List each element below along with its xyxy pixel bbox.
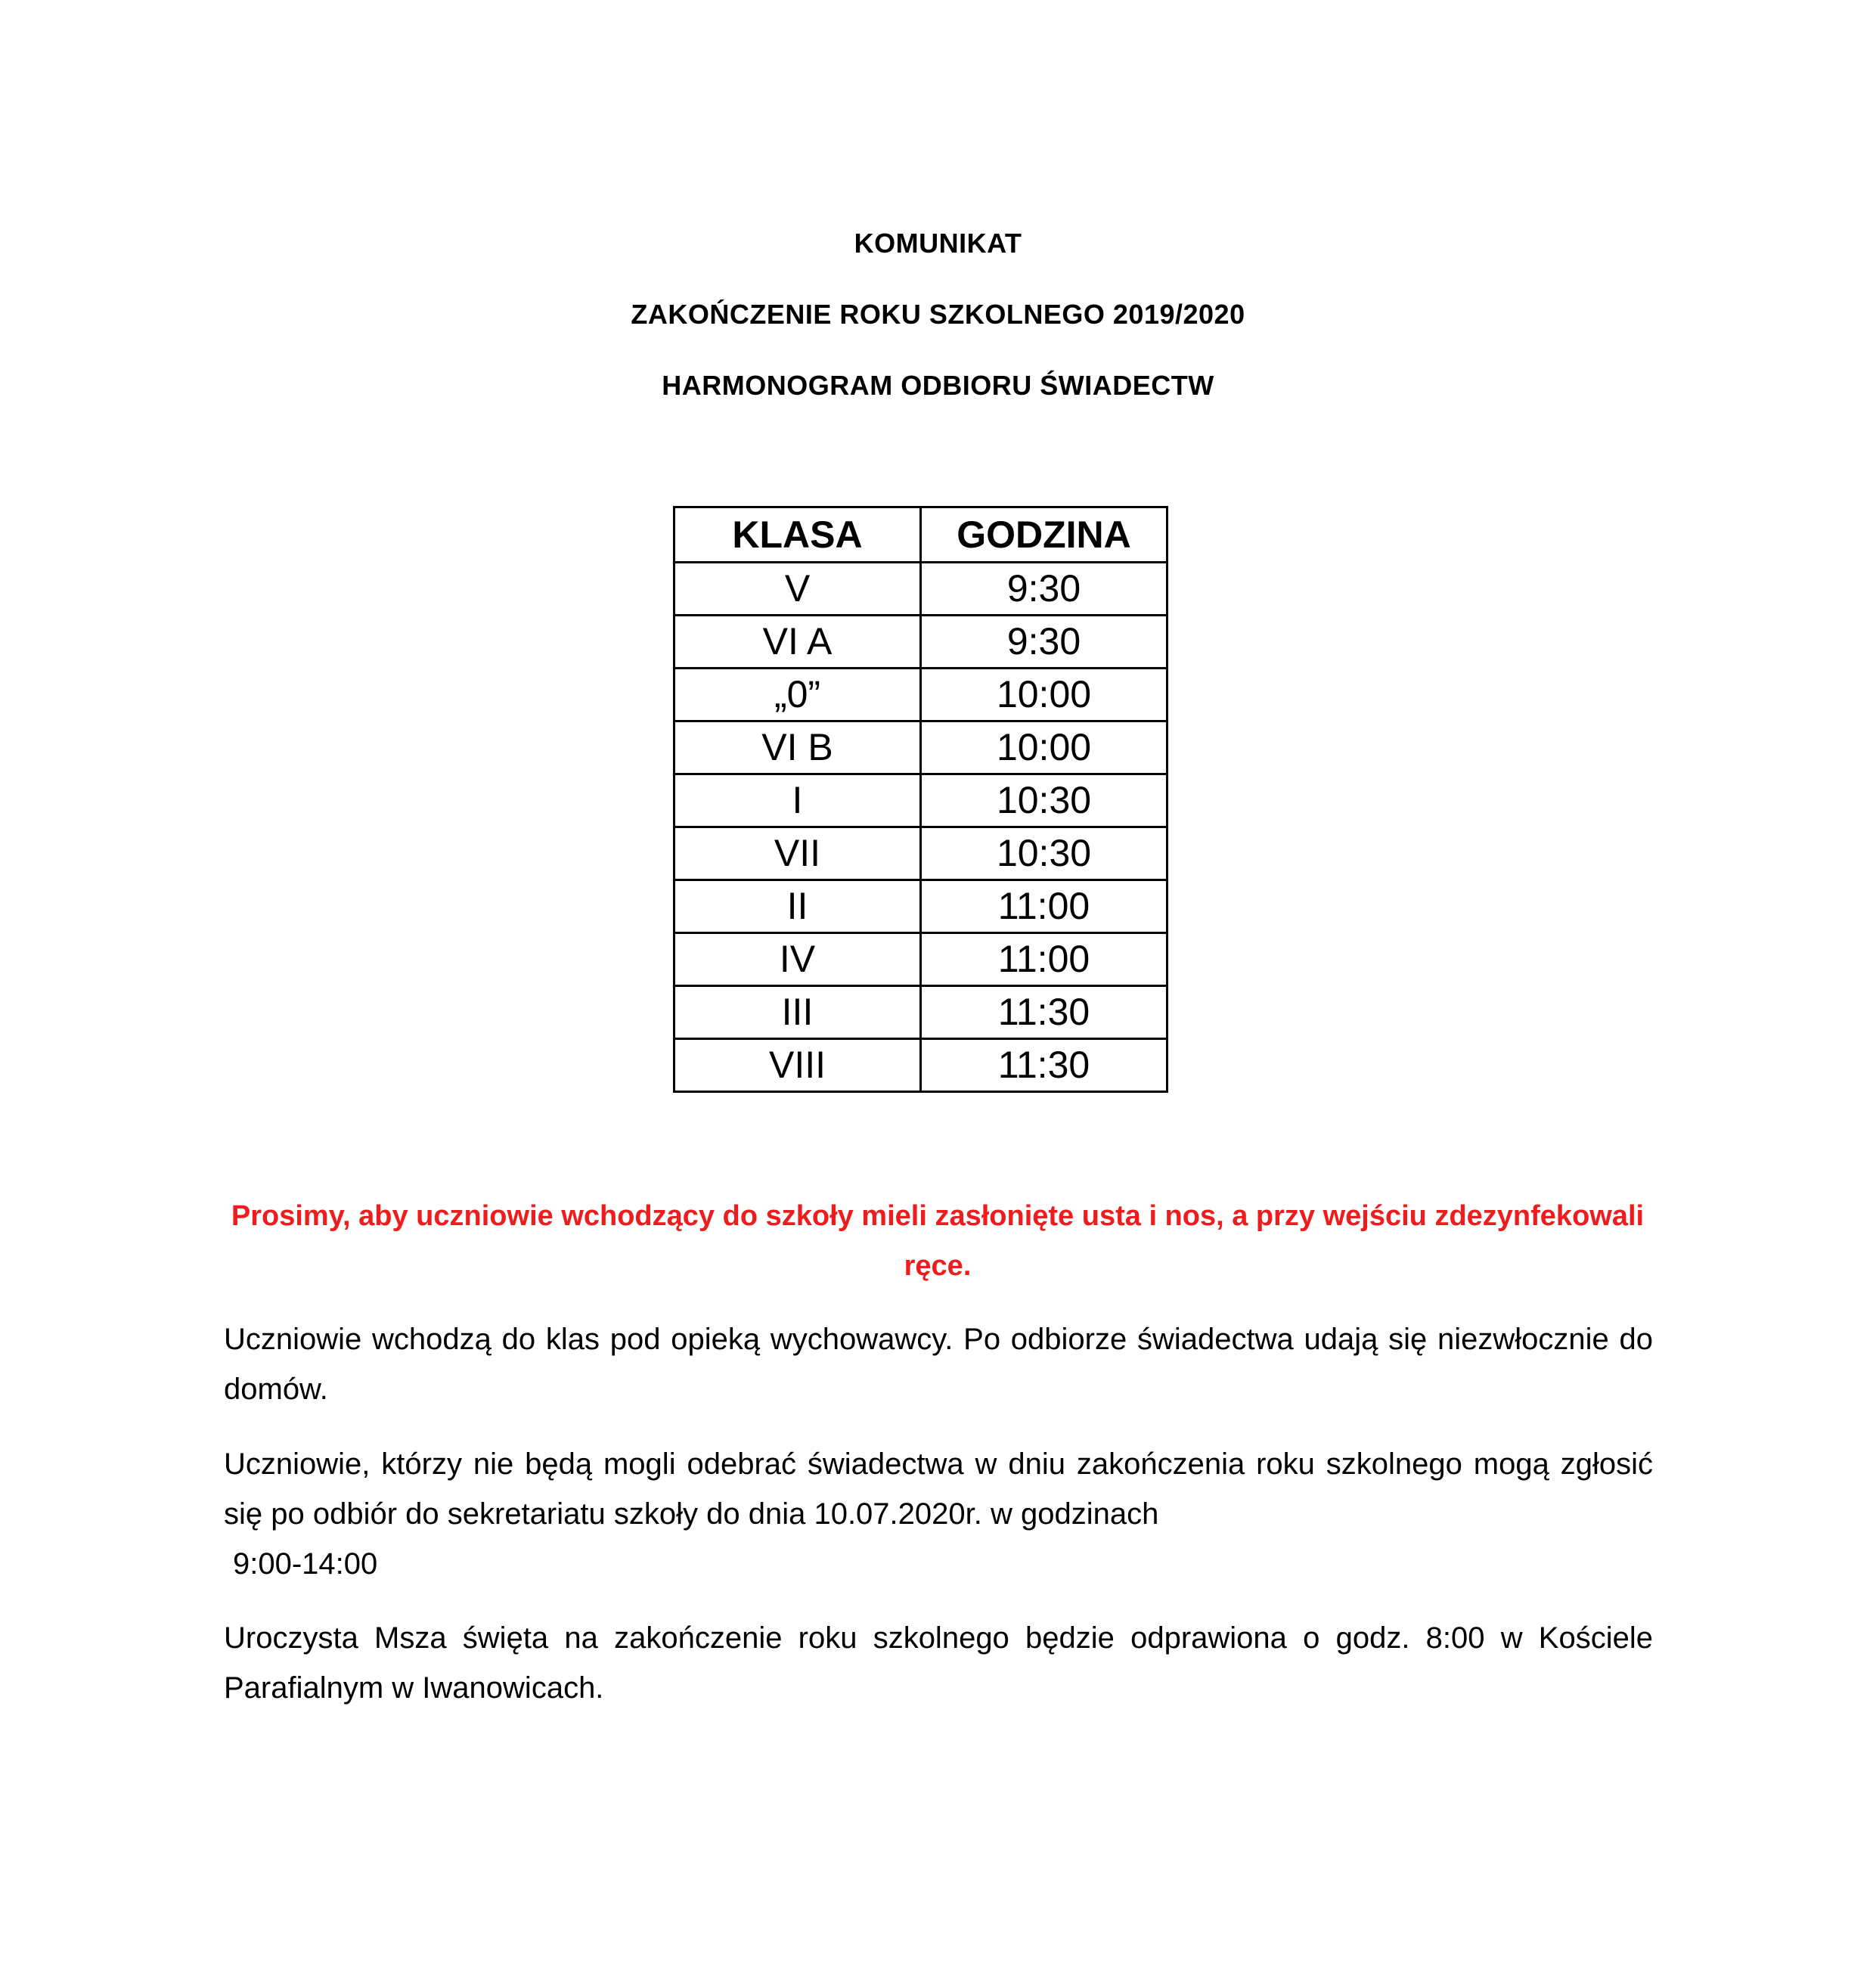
- time-cell: 10:30: [921, 774, 1167, 827]
- table-row: [674, 880, 1167, 933]
- table-row: [674, 933, 1167, 986]
- schedule-table: [673, 506, 1168, 1093]
- time-cell: 11:30: [921, 986, 1167, 1039]
- paragraph-late-pickup-text: Uczniowie, którzy nie będą mogli odebrać świadectwa w dniu zakończenia roku szkolnego mogą zgłosić się po odbiór do sekretariatu szkoły do dnia 10.07.2020r. w godzinach: [224, 1447, 1653, 1531]
- paragraph-class-entry: Uczniowie wchodzą do klas pod opieką wychowawcy. Po odbiorze świadectwa udają się niezwłocznie do domów.: [224, 1323, 1653, 1406]
- time-cell: 11:30: [921, 1039, 1167, 1092]
- class-cell: IV: [674, 933, 921, 986]
- paragraph-late-pickup: [224, 1439, 1653, 1589]
- class-cell: I: [674, 774, 921, 827]
- column-header-klasa: KLASA: [674, 507, 921, 563]
- class-cell: V: [674, 563, 921, 616]
- column-header-godzina: GODZINA: [921, 507, 1167, 563]
- class-cell: VII: [674, 827, 921, 880]
- table-row: [674, 616, 1167, 669]
- table-row: [674, 774, 1167, 827]
- time-cell: 10:00: [921, 721, 1167, 774]
- time-cell: 9:30: [921, 563, 1167, 616]
- class-cell: III: [674, 986, 921, 1039]
- paragraph-mass: Uroczysta Msza święta na zakończenie roku szkolnego będzie odprawiona o godz. 8:00 w Kościele Parafialnym w Iwanowicach.: [224, 1621, 1653, 1705]
- title-komunikat: KOMUNIKAT: [854, 228, 1022, 259]
- table-row: [674, 669, 1167, 721]
- table-row: [674, 721, 1167, 774]
- time-cell: 11:00: [921, 933, 1167, 986]
- class-cell: VI A: [674, 616, 921, 669]
- table-row: [674, 563, 1167, 616]
- title-certificate-schedule: HARMONOGRAM ODBIORU ŚWIADECTW: [662, 370, 1214, 401]
- title-school-year-end: ZAKOŃCZENIE ROKU SZKOLNEGO 2019/2020: [631, 299, 1245, 330]
- table-header-row: [674, 507, 1167, 563]
- time-cell: 11:00: [921, 880, 1167, 933]
- table-row: [674, 1039, 1167, 1092]
- class-cell: VIII: [674, 1039, 921, 1092]
- class-cell: „0”: [674, 669, 921, 721]
- class-cell: II: [674, 880, 921, 933]
- table-row: [674, 986, 1167, 1039]
- time-cell: 9:30: [921, 616, 1167, 669]
- time-cell: 10:30: [921, 827, 1167, 880]
- office-hours: 9:00-14:00: [233, 1547, 378, 1581]
- table-row: [674, 827, 1167, 880]
- time-cell: 10:00: [921, 669, 1167, 721]
- hygiene-warning: Prosimy, aby uczniowie wchodzący do szkoły mieli zasłonięte usta i nos, a przy wejściu zdezynfekowali ręce.: [231, 1200, 1645, 1282]
- class-cell: VI B: [674, 721, 921, 774]
